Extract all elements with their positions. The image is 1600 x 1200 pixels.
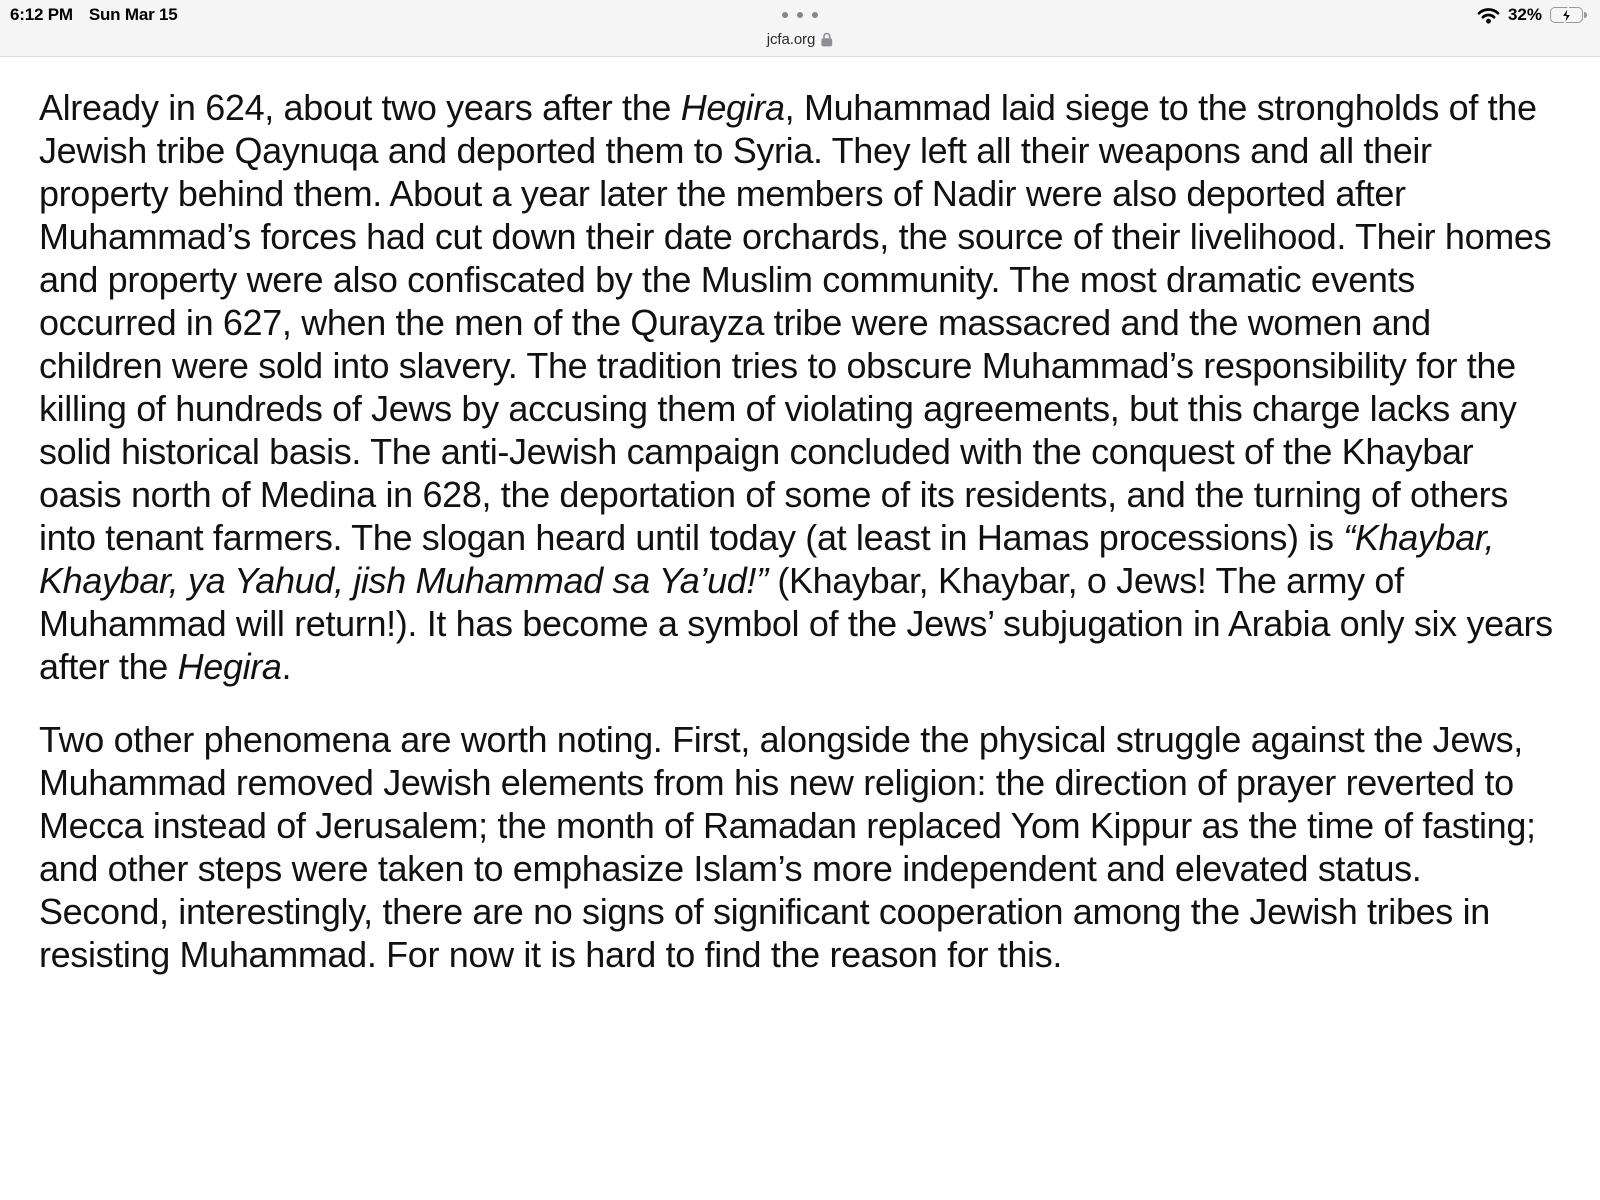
wifi-icon <box>1477 7 1500 24</box>
dot-icon <box>797 12 803 18</box>
text-segment-italic: “Khaybar, Khaybar, ya Yahud, jish Muhammad sa Ya’ud!” <box>39 517 1495 601</box>
status-bar <box>0 0 1600 57</box>
multitask-dots-icon[interactable] <box>782 12 818 18</box>
text-segment: . <box>281 646 292 687</box>
lock-icon <box>821 32 833 47</box>
article-body <box>0 57 1600 976</box>
charging-bolt-icon <box>1560 6 1573 30</box>
dot-icon <box>812 12 818 18</box>
text-segment: , Muhammad laid siege to the strongholds of the Jewish tribe Qaynuqa and deported them to Syria. They left all their weapons and all their property behind them. About a year later the members of Nadir were also deported after Muhammad’s forces had cut down their date orchards, the source of their livelihood. Their homes and property were also confiscated by the Muslim community. The most dramatic events occurred in 627, when the men of the Qurayza tribe were massacred and the women and children were sold into slavery. The tradition tries to obscure Muhammad’s responsibility for the killing of hundreds of Jews by accusing them of violating agreements, but this charge lacks any solid historical basis. The anti-Jewish campaign concluded with the conquest of the Khaybar oasis north of Medina in 628, the deportation of some of its residents, and the turning of others into tenant farmers. The slogan heard until today (at least in Hamas processions) is <box>39 87 1552 558</box>
text-segment: (Khaybar, Khaybar, o Jews! The army of Muhammad will return!). It has become a symbol of the Jews’ subjugation in Arabia only six years after the <box>39 560 1553 687</box>
paragraph <box>39 718 1555 976</box>
text-segment: Two other phenomena are worth noting. First, alongside the physical struggle against the Jews, Muhammad removed Jewish elements from his new religion: the direction of prayer reverted to Mecca instead of Jerusalem; the month of Ramadan replaced Yom Kippur as the time of fasting; and other steps were taken to emphasize Islam’s more independent and elevated status. Second, interestingly, there are no signs of significant cooperation among the Jewish tribes in resisting Muhammad. For now it is hard to find the reason for this. <box>39 719 1536 975</box>
paragraph <box>39 86 1555 688</box>
text-segment: Already in 624, about two years after the <box>39 87 681 128</box>
battery-icon <box>1550 7 1588 24</box>
status-left-cluster <box>10 5 178 25</box>
text-segment-italic: Hegira <box>680 87 785 128</box>
dot-icon <box>782 12 788 18</box>
url-bar[interactable] <box>767 31 833 48</box>
status-right-cluster <box>1477 5 1588 25</box>
url-text[interactable]: jcfa.org <box>766 31 816 48</box>
battery-percent: 32% <box>1507 5 1542 24</box>
status-time: 6:12 PM <box>10 5 73 24</box>
battery-nub <box>1584 12 1587 18</box>
status-date: Sun Mar 15 <box>88 5 178 24</box>
text-segment-italic: Hegira <box>177 646 282 687</box>
